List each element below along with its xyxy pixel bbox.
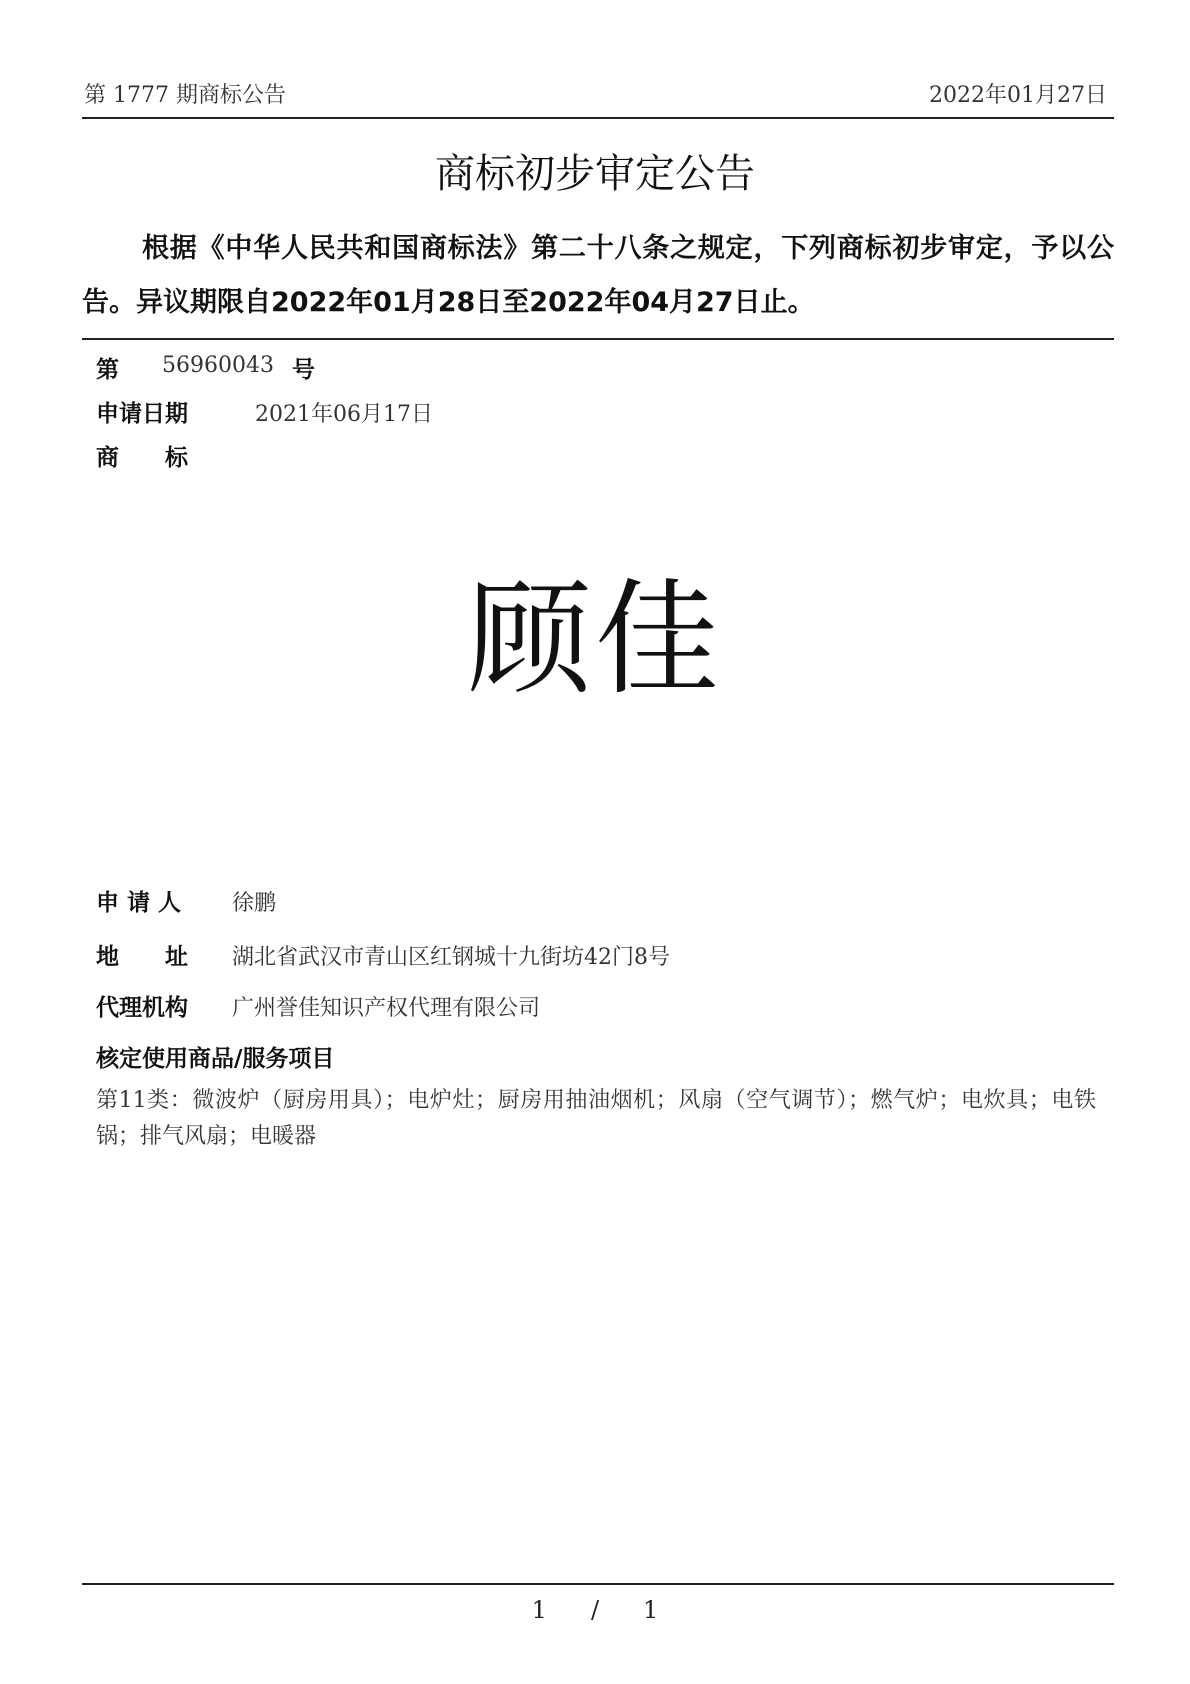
intro-paragraph: 根据《中华人民共和国商标法》第二十八条之规定，下列商标初步审定，予以公告。异议期限自2022年01月28日至2022年04月27日止。 [82,233,1114,318]
goods-services-list: 第11类：微波炉（厨房用具）；电炉灶；厨房用抽油烟机；风扇（空气调节）；燃气炉；电炊具；电铁锅；排气风扇；电暖器 [96,1088,1096,1149]
gazette-date: 2022年01月27日 [929,83,1107,108]
applicant-address: 湖北省武汉市青山区红钢城十九街坊42门8号 [232,945,670,970]
registration-number: 56960043 [162,353,274,378]
section-divider [82,338,1114,340]
current-page: 1 [531,1596,547,1624]
address-label: 地 址 [96,944,188,970]
applicant-name: 徐鹏 [232,891,277,916]
page-indicator [0,1596,1190,1624]
agent-name: 广州誉佳知识产权代理有限公司 [232,996,541,1021]
page-title: 商标初步审定公告 [435,151,755,197]
header-divider [82,117,1114,119]
gazette-issue: 第 1777 期商标公告 [84,83,286,108]
goods-services-label: 核定使用商品/服务项目 [96,1046,335,1072]
application-date-label: 申请日期 [96,401,188,427]
footer-divider [82,1583,1114,1585]
application-date: 2021年06月17日 [255,402,433,427]
trademark-image: 顾佳 [466,568,723,712]
applicant-label: 申 请 人 [96,890,182,916]
number-label-suffix: 号 [292,357,315,383]
number-label-prefix: 第 [96,357,119,383]
page-separator: / [590,1596,600,1624]
agent-label: 代理机构 [96,995,188,1021]
trademark-label: 商 标 [96,445,188,471]
total-pages: 1 [643,1596,659,1624]
